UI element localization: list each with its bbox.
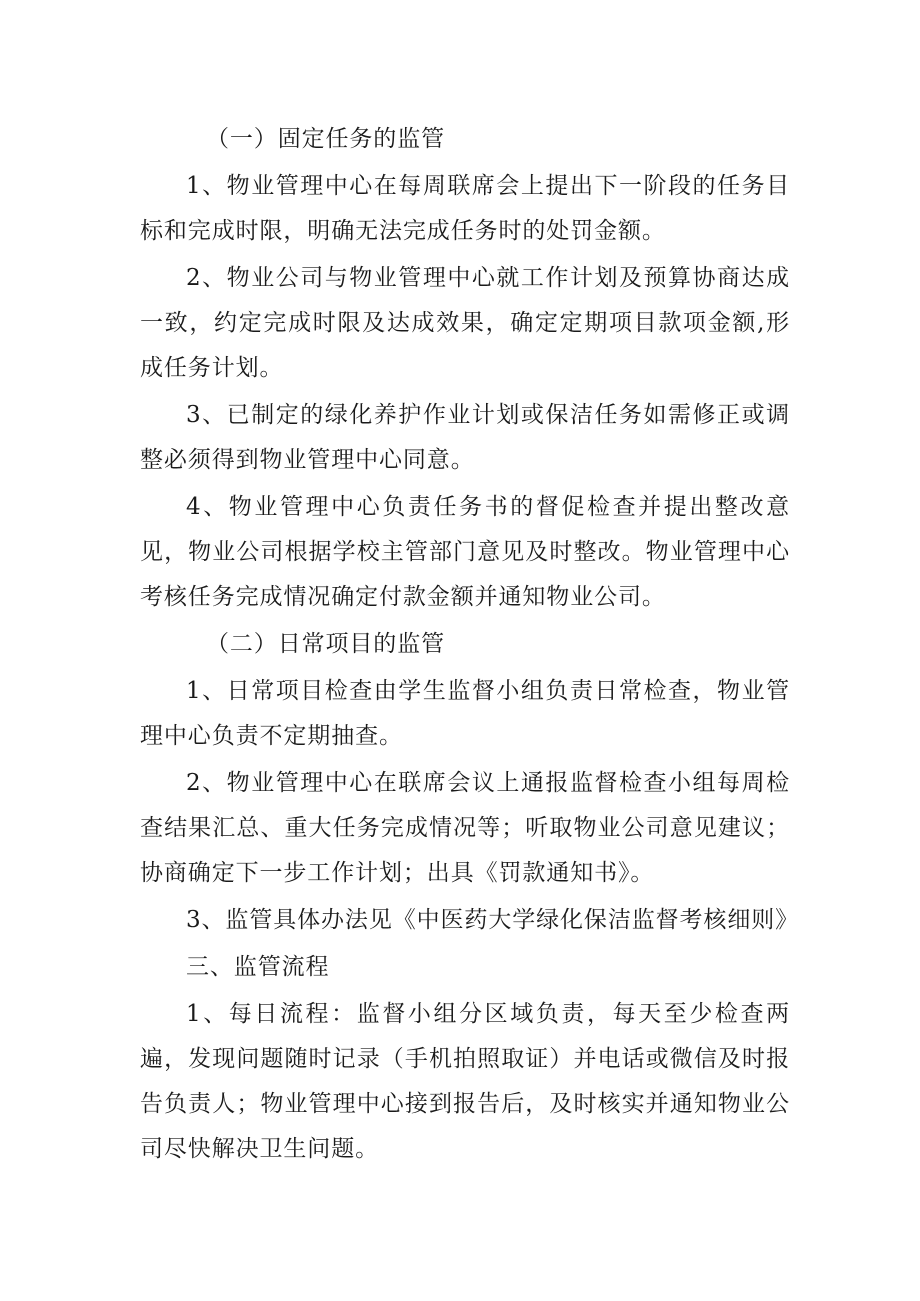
- paragraph-daily-1: 1、日常项目检查由学生监督小组负责日常检查，物业管理中心负责不定期抽查。: [140, 678, 790, 749]
- paragraph-daily-3: 3、监管具体办法见《中医药大学绿化保洁监督考核细则》: [186, 907, 800, 933]
- paragraph-fixed-2: 2、物业公司与物业管理中心就工作计划及预算协商达成一致，约定完成时限及达成效果，确定定期项目款项金额,形成任务计划。: [140, 265, 790, 381]
- section-heading-daily-items: （二）日常项目的监管: [206, 631, 445, 657]
- section-heading-process: 三、监管流程: [186, 954, 330, 980]
- paragraph-fixed-1: 1、物业管理中心在每周联席会上提出下一阶段的任务目标和完成时限，明确无法完成任务时的处罚金额。: [140, 173, 790, 244]
- paragraph-fixed-4: 4、物业管理中心负责任务书的督促检查并提出整改意见，物业公司根据学校主管部门意见及时整改。物业管理中心考核任务完成情况确定付款金额并通知物业公司。: [140, 494, 790, 610]
- document-body: [140, 117, 800, 1172]
- paragraph-fixed-3: 3、已制定的绿化养护作业计划或保洁任务如需修正或调整必须得到物业管理中心同意。: [140, 402, 790, 473]
- paragraph-daily-2: 2、物业管理中心在联席会议上通报监督检查小组每周检查结果汇总、重大任务完成情况等；听取物业公司意见建议；协商确定下一步工作计划；出具《罚款通知书》。: [140, 770, 790, 886]
- section-heading-fixed-tasks: （一）固定任务的监管: [206, 126, 445, 152]
- paragraph-process-1: 1、每日流程：监督小组分区域负责，每天至少检查两遍，发现问题随时记录（手机拍照取证）并电话或微信及时报告负责人；物业管理中心接到报告后，及时核实并通知物业公司尽快解决卫生问题。: [140, 1001, 790, 1162]
